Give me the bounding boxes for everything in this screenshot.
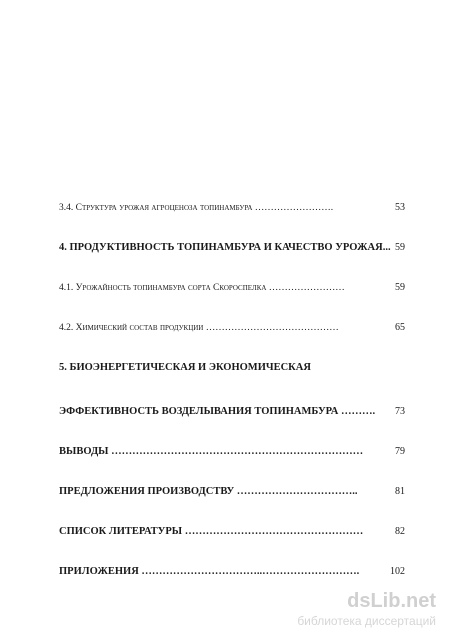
toc-entry-text: 4.1. Урожайность топинамбура сорта Скороспелка ……………………: [59, 283, 345, 293]
toc-page-number: 59: [395, 242, 405, 253]
toc-entry-text: ПРИЛОЖЕНИЯ ……………………………..……………………….: [59, 566, 360, 577]
toc-row: [59, 564, 405, 580]
toc-entry-text: СПИСОК ЛИТЕРАТУРЫ ……………………………………………: [59, 526, 364, 537]
toc-page-number: 53: [395, 202, 405, 213]
toc-entry-text: 5. БИОЭНЕРГЕТИЧЕСКАЯ И ЭКОНОМИЧЕСКАЯ: [59, 362, 311, 373]
toc-row: [59, 484, 405, 500]
toc-page-number: 65: [395, 322, 405, 333]
toc-row: [59, 280, 405, 296]
watermark-title: dsLib.net: [347, 590, 436, 612]
watermark-logo: [297, 590, 436, 628]
table-of-contents: [59, 200, 405, 577]
toc-entry-text: ВЫВОДЫ ………………………………………………………………: [59, 446, 364, 457]
toc-page-number: 79: [395, 446, 405, 457]
toc-row: [59, 240, 405, 256]
toc-row: [59, 320, 405, 336]
toc-page-number: 81: [395, 486, 405, 497]
toc-row: [59, 200, 405, 216]
toc-page-number: 102: [390, 566, 405, 577]
toc-entry-text: 3.4. Структура урожая агроценоза топинамбура …………………….: [59, 203, 334, 213]
toc-page-number: 82: [395, 526, 405, 537]
toc-row: [59, 524, 405, 540]
toc-page-number: 73: [395, 406, 405, 417]
toc-entry-text: 4.2. Химический состав продукции ……………………………………: [59, 323, 339, 333]
toc-entry-text: 4. ПРОДУКТИВНОСТЬ ТОПИНАМБУРА И КАЧЕСТВО УРОЖАЯ...: [59, 242, 391, 253]
toc-row: [59, 360, 405, 376]
watermark-subtitle: библиотека диссертаций: [297, 614, 436, 628]
toc-page-number: 59: [395, 282, 405, 293]
toc-entry-text: ЭФФЕКТИВНОСТЬ ВОЗДЕЛЫВАНИЯ ТОПИНАМБУРА ……….: [59, 406, 376, 417]
toc-row: [59, 404, 405, 420]
toc-entry-text: ПРЕДЛОЖЕНИЯ ПРОИЗВОДСТВУ ……………………………..: [59, 486, 358, 497]
toc-row: [59, 444, 405, 460]
